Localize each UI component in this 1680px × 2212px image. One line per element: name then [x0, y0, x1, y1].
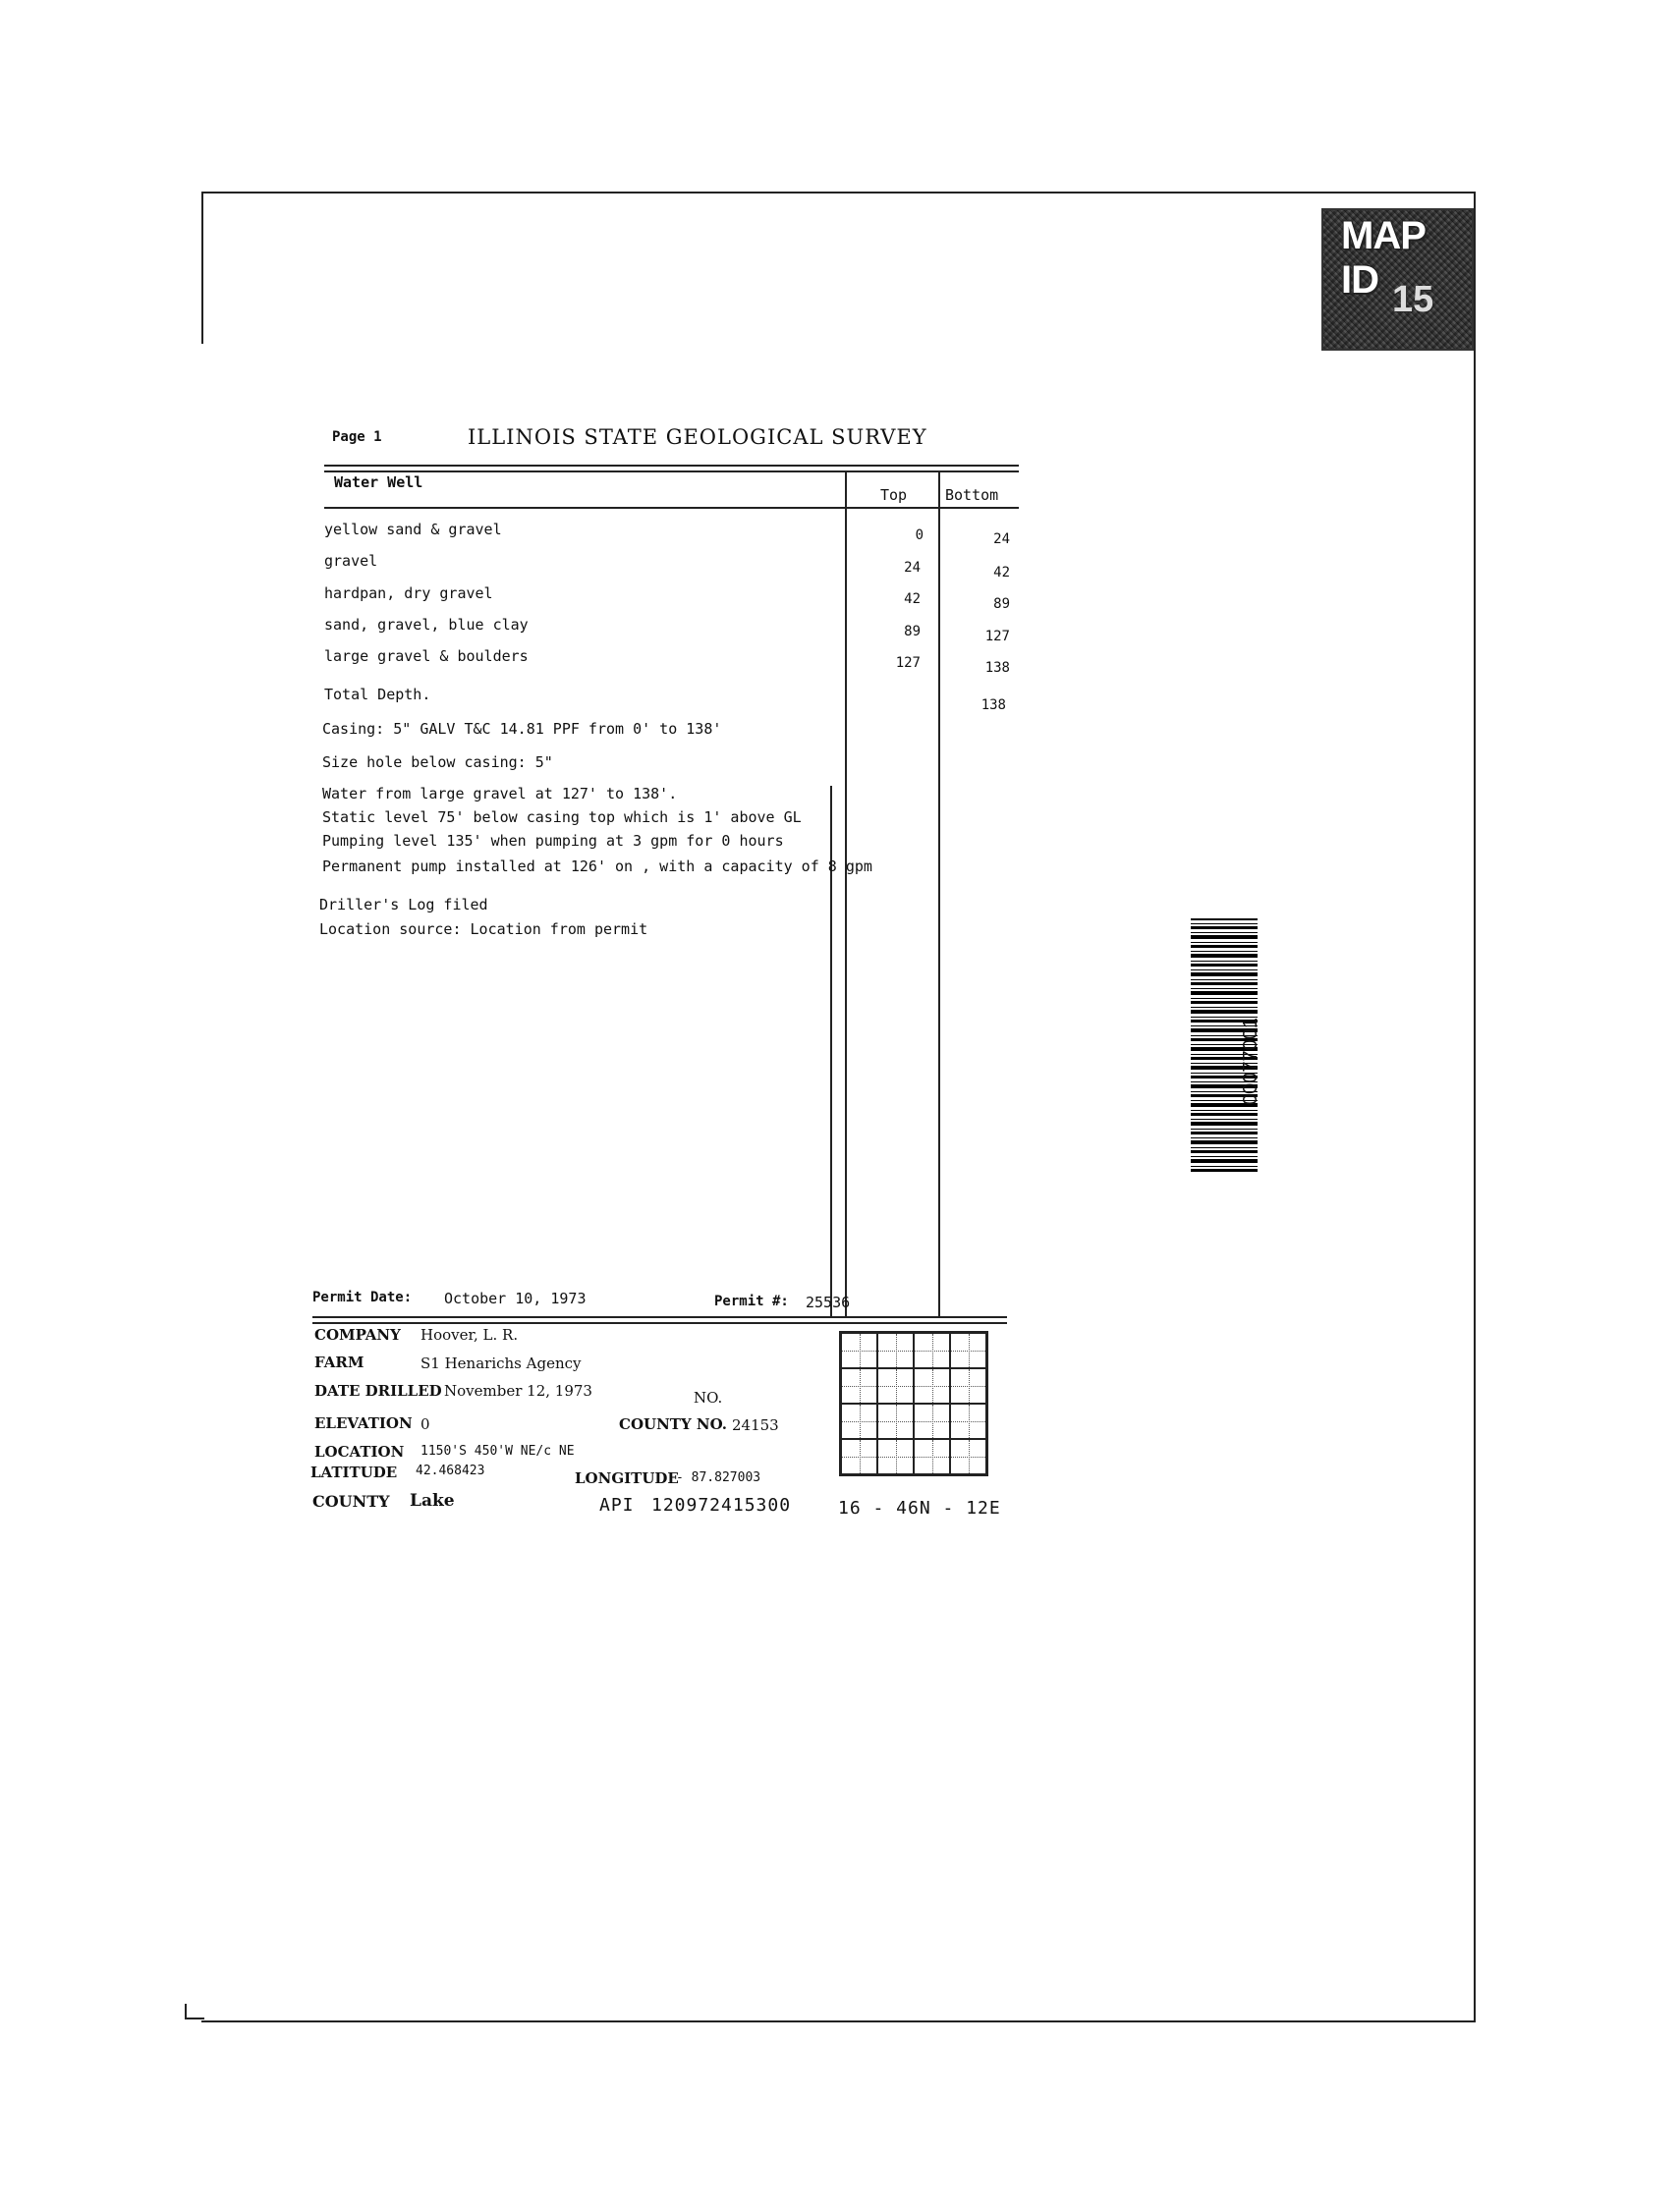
column-divider: [938, 472, 940, 1317]
strata-top: 24: [904, 560, 921, 576]
grid-cell: [914, 1439, 950, 1474]
strata-top: 0: [915, 527, 924, 543]
grid-cell: [841, 1368, 877, 1404]
map-id-title: MAP ID: [1341, 214, 1426, 302]
header-rule: [324, 465, 1019, 467]
column-header-top: Top: [880, 486, 908, 504]
grid-cell: [950, 1404, 986, 1439]
latitude-label: LATITUDE: [310, 1464, 398, 1481]
column-header-rule: [324, 507, 1019, 509]
strata-description: gravel: [324, 552, 378, 570]
map-id-stamp: [1321, 208, 1474, 351]
farm-label: FARM: [314, 1354, 364, 1371]
frame-edge: [201, 192, 203, 344]
api-label: API: [599, 1495, 635, 1516]
elevation-label: ELEVATION: [314, 1414, 413, 1432]
strata-description: large gravel & boulders: [324, 647, 529, 665]
grid-cell: [877, 1333, 914, 1368]
county-number-label: COUNTY NO.: [619, 1415, 728, 1433]
api-number: 120972415300: [651, 1495, 792, 1516]
county-value: Lake: [410, 1491, 455, 1511]
grid-cell: [950, 1333, 986, 1368]
location-value: 1150'S 450'W NE/c NE: [420, 1444, 575, 1459]
date-drilled-label: DATE DRILLED: [314, 1382, 442, 1400]
survey-title: ILLINOIS STATE GEOLOGICAL SURVEY: [468, 425, 927, 449]
permit-number-label: Permit #:: [714, 1294, 789, 1309]
section-label: Water Well: [334, 473, 423, 491]
longitude-label: LONGITUDE: [575, 1469, 679, 1487]
permit-date-label: Permit Date:: [312, 1290, 413, 1305]
grid-cell: [877, 1368, 914, 1404]
longitude-value: - 87.827003: [676, 1470, 761, 1485]
header-rule: [324, 470, 1019, 472]
grid-cell: [914, 1404, 950, 1439]
grid-cell: [950, 1439, 986, 1474]
permit-date: October 10, 1973: [444, 1290, 587, 1307]
section-grid: [839, 1331, 988, 1476]
farm-value: S1 Henarichs Agency: [420, 1355, 582, 1372]
permit-number: 25536: [806, 1294, 851, 1311]
date-drilled-value: November 12, 1973: [444, 1382, 592, 1400]
grid-cell: [950, 1368, 986, 1404]
company-value: Hoover, L. R.: [420, 1326, 519, 1344]
total-depth-value: 138: [980, 697, 1006, 713]
strata-top: 89: [904, 624, 921, 639]
county-label: COUNTY: [312, 1492, 390, 1511]
strata-bottom: 42: [993, 565, 1010, 581]
strata-bottom: 138: [984, 660, 1010, 676]
grid-cell: [914, 1333, 950, 1368]
grid-cell: [914, 1368, 950, 1404]
grid-cell: [841, 1333, 877, 1368]
location-source-note: Location source: Location from permit: [319, 920, 648, 938]
location-label: LOCATION: [314, 1443, 405, 1461]
column-header-bottom: Bottom: [945, 486, 999, 504]
grid-cell: [841, 1404, 877, 1439]
static-level-note: Static level 75' below casing top which is 1' above GL: [322, 808, 802, 826]
map-id-number: 15: [1392, 279, 1434, 320]
well-number-label: NO.: [694, 1389, 723, 1407]
strata-top: 127: [895, 655, 921, 671]
drillers-log-note: Driller's Log filed: [319, 896, 488, 913]
frame-edge: [185, 2018, 204, 2019]
barcode-number: 00077001: [1240, 1018, 1261, 1105]
county-number-value: 24153: [732, 1416, 779, 1434]
pumping-level-note: Pumping level 135' when pumping at 3 gpm for 0 hours: [322, 832, 784, 850]
strata-description: sand, gravel, blue clay: [324, 616, 529, 634]
casing-note: Casing: 5" GALV T&C 14.81 PPF from 0' to 138': [322, 720, 722, 738]
strata-description: yellow sand & gravel: [324, 521, 502, 538]
column-divider: [845, 472, 847, 1317]
grid-cell: [877, 1404, 914, 1439]
page-number: Page 1: [332, 429, 382, 445]
company-label: COMPANY: [314, 1326, 401, 1344]
permanent-pump-note: Permanent pump installed at 126' on , with a capacity of 8 gpm: [322, 857, 872, 875]
grid-cell: [841, 1439, 877, 1474]
total-depth-label: Total Depth.: [324, 686, 431, 703]
size-hole-note: Size hole below casing: 5": [322, 753, 553, 771]
township-range: 16 - 46N - 12E: [838, 1498, 1001, 1519]
elevation-value: 0: [420, 1415, 430, 1433]
strata-bottom: 89: [993, 596, 1010, 612]
latitude-value: 42.468423: [416, 1464, 485, 1478]
grid-cell: [877, 1439, 914, 1474]
strata-description: hardpan, dry gravel: [324, 584, 493, 602]
footer-rule: [312, 1316, 1007, 1318]
water-from-note: Water from large gravel at 127' to 138'.: [322, 785, 678, 802]
footer-rule: [312, 1322, 1007, 1324]
strata-top: 42: [904, 591, 921, 607]
strata-bottom: 127: [984, 629, 1010, 644]
strata-bottom: 24: [993, 531, 1010, 547]
